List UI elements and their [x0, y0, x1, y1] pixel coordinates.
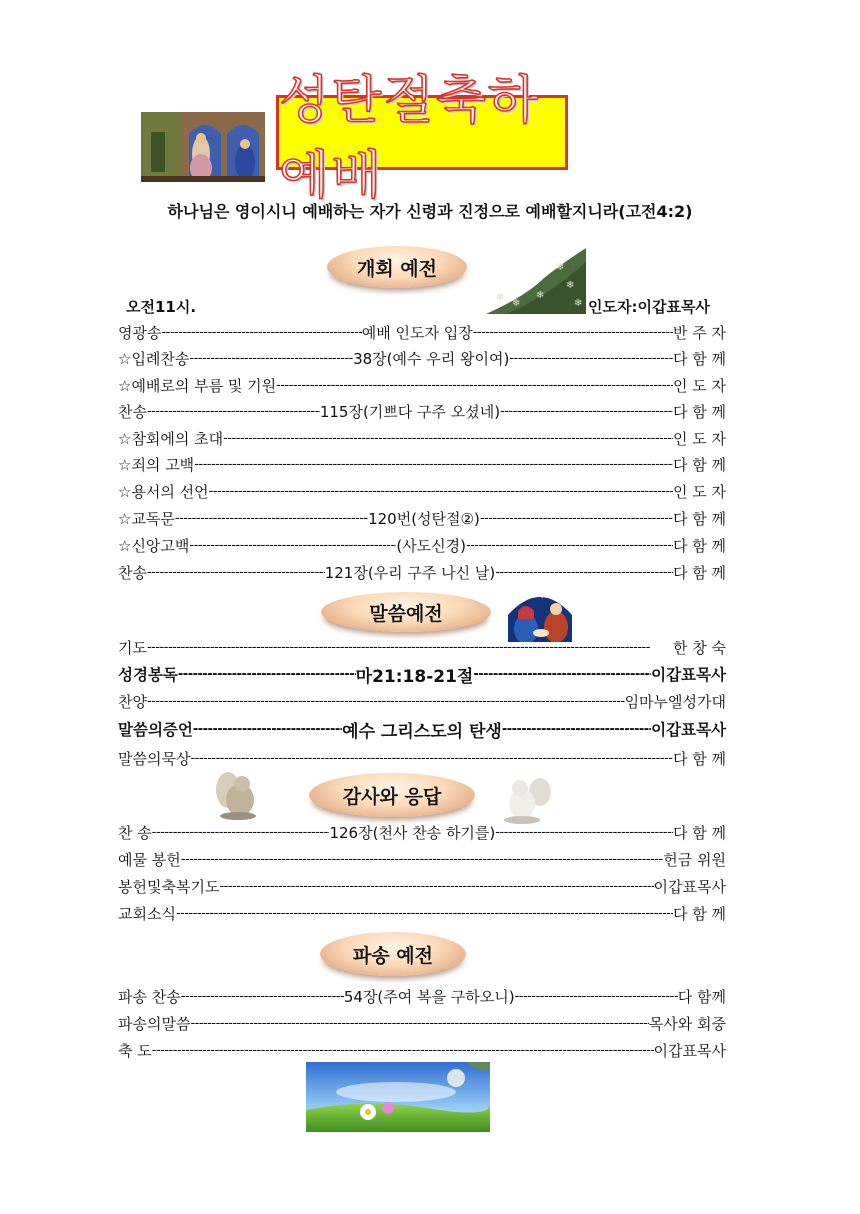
order-label: 찬양	[118, 692, 147, 711]
order-label: 예물 봉헌	[118, 850, 181, 869]
order-row	[118, 400, 726, 422]
order-performer: 헌금 위원	[663, 850, 726, 869]
order-performer: 목사와 회중	[648, 1014, 726, 1033]
order-label: ☆입례찬송	[118, 349, 190, 368]
order-row	[118, 985, 726, 1007]
order-label: 기도	[118, 638, 147, 657]
order-label: 축 도	[118, 1041, 152, 1060]
section-word: 말씀예전	[321, 592, 491, 632]
order-detail: 120번(성탄절②)	[368, 509, 480, 528]
order-row	[118, 875, 726, 897]
christmas-tree-image	[486, 248, 586, 314]
flower-landscape-image	[306, 1062, 490, 1132]
order-row	[118, 718, 726, 740]
order-row	[118, 453, 726, 475]
order-performer: 이갑표목사	[653, 1041, 726, 1060]
nativity-image	[502, 585, 578, 642]
order-label: ☆교독문	[118, 509, 175, 528]
order-row	[118, 663, 726, 685]
order-label: 말씀의묵상	[118, 749, 191, 768]
order-performer: 다 함 께	[672, 349, 726, 368]
order-row	[118, 848, 726, 870]
order-detail: (사도신경)	[396, 536, 467, 555]
annunciation-painting-image	[141, 112, 265, 182]
order-performer: 임마누엘성가대	[624, 692, 726, 711]
order-performer: 다 함 께	[672, 536, 726, 555]
order-label: ☆신앙고백	[118, 536, 190, 555]
order-label: 봉헌및축복기도	[118, 877, 220, 896]
order-performer: 다 함 께	[672, 563, 726, 582]
svg-text:✦: ✦	[538, 591, 547, 602]
order-detail: 126장(천사 찬송 하기를)	[329, 823, 496, 842]
svg-text:❄: ❄	[556, 262, 565, 273]
order-performer: 다 함 께	[672, 749, 726, 768]
angel-left-image	[214, 768, 258, 820]
svg-text:❄: ❄	[566, 280, 575, 291]
order-label: 교회소식	[118, 904, 176, 923]
svg-text:❄: ❄	[512, 298, 521, 309]
order-detail: 예수 그리스도의 탄생	[342, 721, 502, 742]
service-leader: 인도자:이갑표목사	[588, 298, 710, 316]
order-label: 말씀의증언	[118, 721, 193, 739]
order-row	[118, 321, 726, 343]
order-performer: 이갑표목사	[653, 877, 726, 896]
order-row	[118, 374, 726, 396]
section-sending: 파송 예전	[320, 932, 466, 976]
order-detail: 54장(주여 복을 구하오니)	[343, 987, 515, 1006]
order-label: 성경봉독	[118, 666, 178, 684]
title-banner	[276, 70, 568, 206]
svg-text:❄: ❄	[574, 298, 583, 309]
order-row	[118, 480, 726, 502]
order-performer: 한 창 숙	[672, 638, 726, 657]
order-label: 파송의말씀	[118, 1014, 191, 1033]
order-row	[118, 561, 726, 583]
order-row	[118, 636, 726, 658]
order-row	[118, 821, 726, 843]
order-row	[118, 1039, 726, 1061]
order-performer: 다 함 께	[672, 509, 726, 528]
order-performer: 이갑표목사	[651, 666, 726, 684]
order-row	[118, 507, 726, 529]
order-performer: 인 도 자	[672, 376, 726, 395]
order-label: 영광송	[118, 323, 162, 342]
order-detail: 마21:18-21절	[355, 666, 474, 687]
order-performer: 다 함 께	[672, 823, 726, 842]
order-performer: 이갑표목사	[651, 721, 726, 739]
page-title: 성탄절축하예배	[279, 70, 541, 206]
scripture-verse: 하나님은 영이시니 예배하는 자가 신령과 진정으로 예배할지니라(고전4:2)	[167, 202, 693, 221]
order-performer: 인 도 자	[672, 482, 726, 501]
order-detail: 예배 인도자 입장	[361, 323, 473, 342]
order-row	[118, 747, 726, 769]
order-label: 찬송	[118, 402, 147, 421]
order-row	[118, 1012, 726, 1034]
order-label: ☆예배로의 부름 및 기원	[118, 376, 277, 395]
svg-text:❄: ❄	[496, 292, 505, 303]
order-label: 파송 찬송	[118, 987, 181, 1006]
order-performer: 다 함 께	[672, 904, 726, 923]
order-performer: 다 함께	[677, 987, 726, 1006]
order-performer: 다 함 께	[672, 455, 726, 474]
order-row	[118, 534, 726, 556]
order-row	[118, 347, 726, 369]
angel-right-image	[500, 772, 552, 824]
order-row	[118, 902, 726, 924]
section-opening: 개회 예전	[327, 246, 467, 288]
order-performer: 반 주 자	[672, 323, 726, 342]
order-detail: 115장(기쁘다 구주 오셨네)	[319, 402, 501, 421]
order-label: ☆죄의 고백	[118, 455, 195, 474]
service-time: 오전11시.	[126, 298, 197, 316]
order-performer: 인 도 자	[672, 429, 726, 448]
order-performer: 다 함 께	[672, 402, 726, 421]
order-label: ☆용서의 선언	[118, 482, 209, 501]
order-label: 찬 송	[118, 823, 152, 842]
order-detail: 38장(예수 우리 왕이여)	[353, 349, 510, 368]
order-label: ☆참회에의 초대	[118, 429, 224, 448]
order-row	[118, 690, 726, 712]
section-response: 감사와 응답	[309, 773, 475, 817]
order-detail: 121장(우리 구주 나신 날)	[324, 563, 496, 582]
order-label: 찬송	[118, 563, 147, 582]
svg-text:❄: ❄	[536, 290, 545, 301]
order-row	[118, 427, 726, 449]
